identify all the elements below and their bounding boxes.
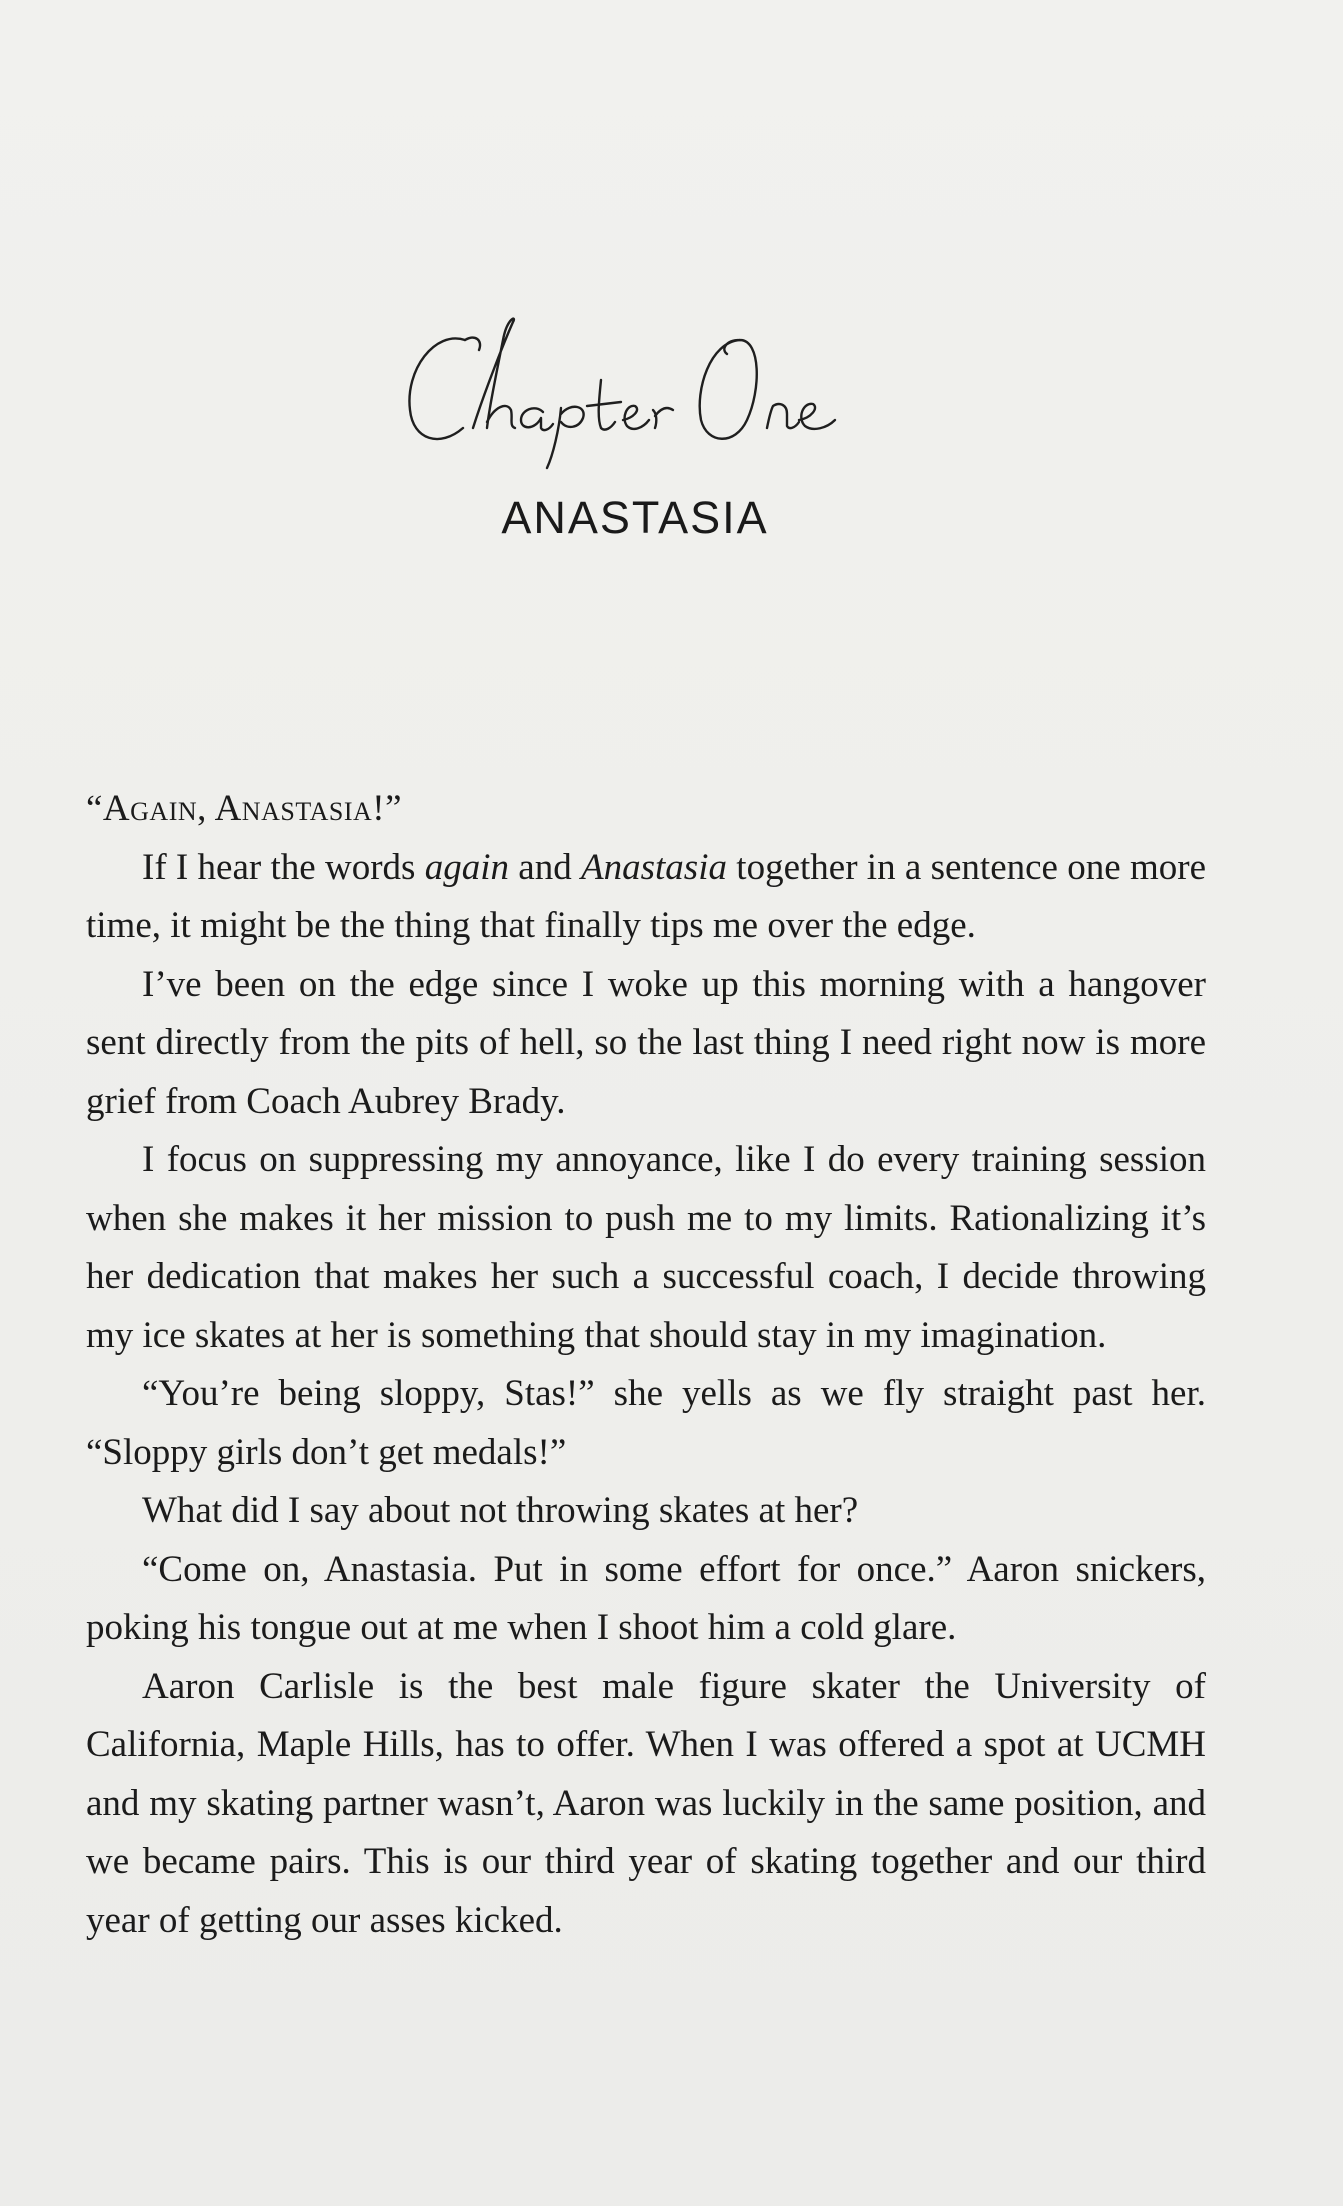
- opening-dialogue-line: “Again, Anastasia!”: [86, 788, 403, 829]
- reverse-page-bleed-through: [70, 180, 1200, 238]
- paragraph: “You’re being sloppy, Stas!” she yells as we fly straight past her. “Sloppy girls don’t get medals!”: [86, 1373, 1206, 1473]
- paragraph: What did I say about not throwing skates at her?: [142, 1490, 859, 1531]
- chapter-title-script: [395, 310, 895, 470]
- chapter-body-text: [86, 780, 1206, 1950]
- paragraph: “Come on, Anastasia. Put in some effort for once.” Aaron snickers, poking his tongue out at me when I shoot him a cold glare.: [86, 1548, 1206, 1648]
- pov-character-heading: ANASTASIA: [501, 492, 769, 543]
- paragraph: Aaron Carlisle is the best male figure skater the University of California, Maple Hills, has to offer. When I was offered a spot at UCMH and my skating partner wasn’t, Aaron was luckily in the same position, and we became pairs. This is our third year of skating together and our third year of getting our asses kicked.: [86, 1665, 1206, 1941]
- paragraph: I’ve been on the edge since I woke up this morning with a hangover sent directly from the pits of hell, so the last thing I need right now is more grief from Coach Aubrey Brady.: [86, 963, 1206, 1122]
- paragraph: I focus on suppressing my annoyance, like I do every training session when she makes it her mission to push me to my limits. Rationalizing it’s her dedication that makes her such a successful coach, I decide throwing my ice skates at her is something that should stay in my imagination.: [86, 1139, 1206, 1356]
- paragraph: If I hear the words again and Anastasia together in a sentence one more time, it might be the thing that finally tips me over the edge.: [86, 846, 1206, 946]
